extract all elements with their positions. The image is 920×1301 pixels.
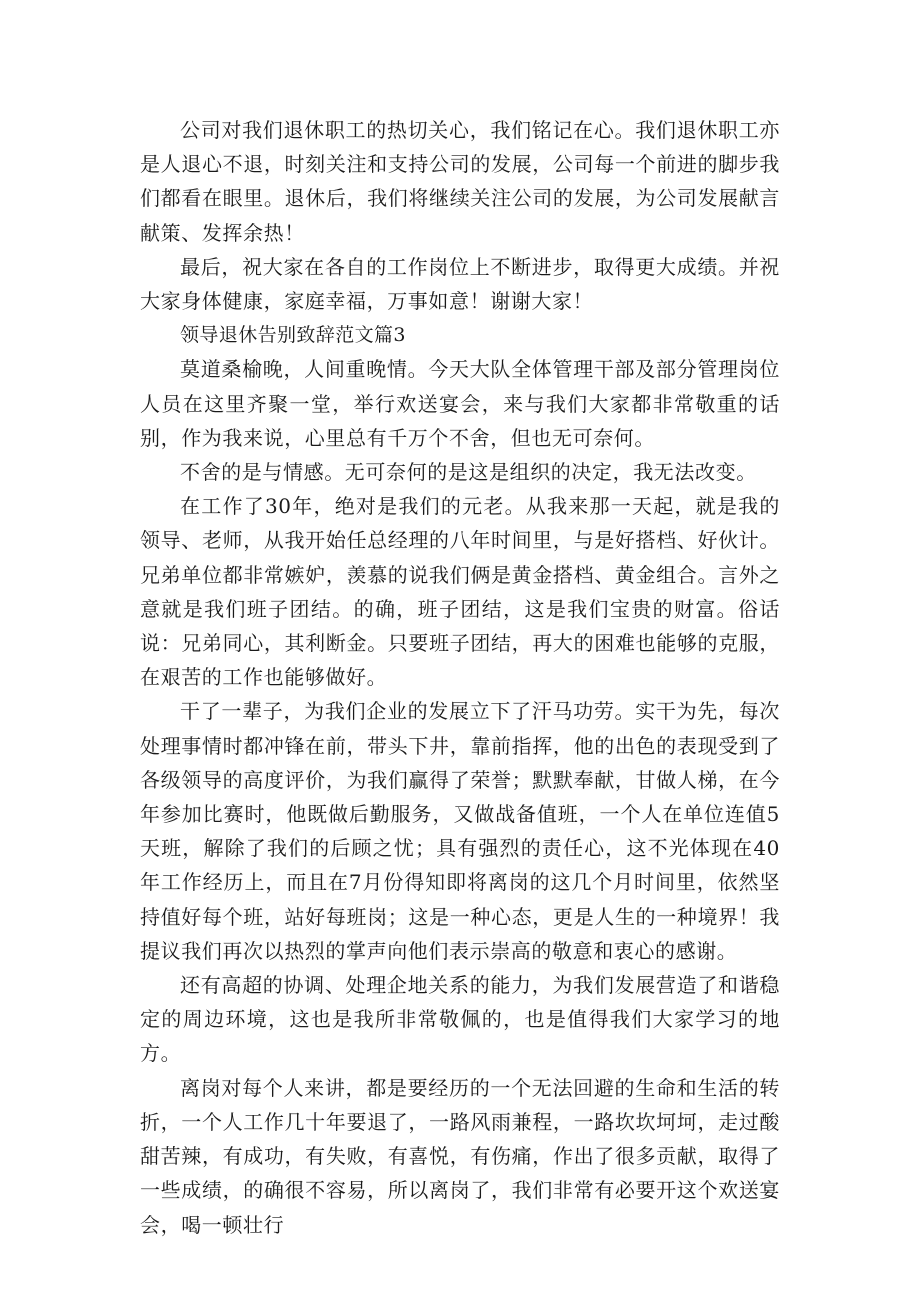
paragraph: 最后，祝大家在各自的工作岗位上不断进步，取得更大成绩。并祝大家身体健康，家庭幸福，万事如意！谢谢大家！ xyxy=(140,254,780,314)
paragraph: 公司对我们退休职工的热切关心，我们铭记在心。我们退休职工亦是人退心不退，时刻关注和支持公司的发展，公司每一个前进的脚步我们都看在眼里。退休后，我们将继续关注公司的发展，为公司发展献言献策、发挥余热！ xyxy=(140,118,780,245)
section-heading: 领导退休告别致辞范文篇3 xyxy=(180,324,406,347)
paragraph: 不舍的是与情感。无可奈何的是这是组织的决定，我无法改变。 xyxy=(180,460,757,485)
paragraph: 在工作了30年，绝对是我们的元老。从我来那一天起，就是我的领导、老师，从我开始任总经理的八年时间里，与是好搭档、好伙计。兄弟单位都非常嫉妒，羡慕的说我们俩是黄金搭档、黄金组合。言外之意就是我们班子团结。的确，班子团结，这是我们宝贵的财富。俗话说：兄弟同心，其利断金。只要班子团结，再大的困难也能够的克服，在艰苦的工作也能够做好。 xyxy=(140,494,780,690)
paragraph: 莫道桑榆晚，人间重晚情。今天大队全体管理干部及部分管理岗位人员在这里齐聚一堂，举行欢送宴会，来与我们大家都非常敬重的话别，作为我来说，心里总有千万个不舍，但也无可奈何。 xyxy=(140,357,780,450)
paragraph: 干了一辈子，为我们企业的发展立下了汗马功劳。实干为先，每次处理事情时都冲锋在前，带头下井，靠前指挥，他的出色的表现受到了各级领导的高度评价，为我们赢得了荣誉；默默奉献，甘做人梯，在今年参加比赛时，他既做后勤服务，又做战备值班，一个人在单位连值5天班，解除了我们的后顾之忧；具有强烈的责任心，这不光体现在40年工作经历上，而且在7月份得知即将离岗的这几个月时间里，依然坚持值好每个班，站好每班岗；这是一种心态，更是人生的一种境界！我提议我们再次以热烈的掌声向他们表示崇高的敬意和衷心的感谢。 xyxy=(140,699,780,963)
paragraph: 还有高超的协调、处理企地关系的能力，为我们发展营造了和谐稳定的周边环境，这也是我所非常敬佩的，也是值得我们大家学习的地方。 xyxy=(140,973,780,1066)
document-body xyxy=(140,113,780,1242)
paragraph: 离岗对每个人来讲，都是要经历的一个无法回避的生命和生活的转折，一个人工作几十年要退了，一路风雨兼程，一路坎坎坷坷，走过酸甜苦辣，有成功，有失败，有喜悦，有伤痛，作出了很多贡献，取得了一些成绩，的确很不容易，所以离岗了，我们非常有必要开这个欢送宴会，喝一顿壮行 xyxy=(140,1075,780,1237)
